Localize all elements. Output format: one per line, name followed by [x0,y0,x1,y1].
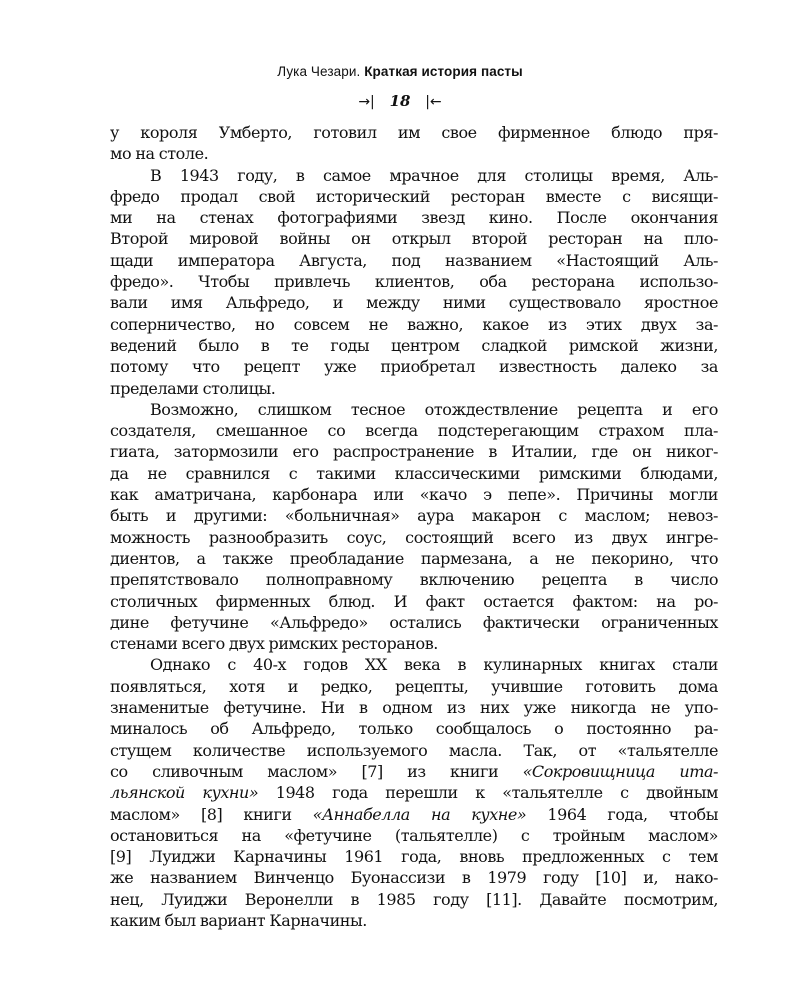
text-line: стенами всего двух римских ресторанов. [110,634,438,654]
right-arrow-bar-icon: →| [358,94,375,110]
text-line: быть и другими: «больничная» аура макарон с маслом; невоз- [110,506,718,526]
body-text [110,122,718,931]
text-line: пределами столицы. [110,378,276,398]
text-line: миналось об Альфредо, только сообщалось о постоянно ра- [110,719,718,739]
text-line: появляться, хотя и редко, рецепты, учившие готовить дома [110,676,718,696]
text-line: как аматричана, карбонара или «качо э пепе». Причины могли [110,485,718,505]
text-line: щади императора Августа, под названием «Настоящий Аль- [110,250,718,270]
text-line: гиата, затормозили его распространение в Италии, где он никог- [110,442,718,462]
text-line: диентов, а также преобладание пармезана, а не пекорино, что [110,548,718,568]
text-line: Второй мировой войны он открыл второй ресторан на пло- [110,229,718,249]
text-run: 1964 года, чтобы [526,804,718,824]
text-line: знаменитые фетучине. Ни в одном из них уже никогда не упо- [110,698,718,718]
text-line: ведений было в те годы центром сладкой римской жизни, [110,335,718,355]
text-line: создателя, смешанное со всегда подстерегающим страхом пла- [110,421,718,441]
text-line: дине фетучине «Альфредо» остались фактически ограниченных [110,612,718,632]
text-line: В 1943 году, в самое мрачное для столицы время, Аль- [150,165,718,185]
text-line: нец, Луиджи Веронелли в 1985 году [11]. Давайте посмотрим, [110,889,718,909]
text-run: со сливочным маслом» [7] из книги [110,761,523,781]
text-line: можность разнообразить соус, состоящий всего из двух ингре- [110,527,718,547]
text-line: мо на столе. [110,144,209,164]
text-line: препятствовало полноправному включению рецепта в число [110,570,718,590]
text-line: столичных фирменных блюд. И факт остается фактом: на ро- [110,591,718,611]
text-line [110,804,718,825]
text-line: фредо продал свой исторический ресторан вместе с висящи- [110,186,718,206]
text-line: да не сравнился с такими классическими римскими блюдами, [110,463,718,483]
text-line: стущем количестве используемого масла. Так, от «тальятелле [110,740,718,760]
book-title-italic: льянской кухни» [110,783,259,803]
text-line [110,761,718,782]
text-line: фредо». Чтобы привлечь клиентов, оба ресторана использо- [110,272,718,292]
text-line: соперничество, но совсем не важно, какое из этих двух за- [110,314,718,334]
text-line: же названием Винченцо Буонассизи в 1979 году [10] и, нако- [110,868,718,888]
text-line: Возможно, слишком тесное отождествление рецепта и его [150,399,718,419]
text-line: вали имя Альфредо, и между ними существовало яростное [110,293,718,313]
text-line: потому что рецепт уже приобретал известность далеко за [110,357,718,377]
text-line: у короля Умберто, готовил им свое фирменное блюдо пря- [110,123,718,142]
running-head [0,64,800,79]
text-line: [9] Луиджи Карначины 1961 года, вновь предложенных с тем [110,847,718,867]
text-line: остановиться на «фетучине (тальятелле) с тройным маслом» [110,825,718,845]
left-arrow-bar-icon: |← [425,94,442,110]
page-number: 18 [389,92,411,110]
text-line: каким был вариант Карначины. [110,910,367,930]
author-name: Лука Чезари. [277,64,361,79]
book-title: Краткая история пасты [364,64,523,79]
text-line: ми на стенах фотографиями звезд кино. После окончания [110,208,718,228]
text-line [110,782,718,803]
text-line: Однако с 40-х годов XX века в кулинарных книгах стали [150,655,718,675]
book-title-italic: «Сокровищница ита- [522,761,718,781]
page-number-marker [0,92,800,110]
text-run: маслом» [8] книги [110,804,313,824]
text-run: 1948 года перешли к «тальятелле с двойным [258,783,718,803]
book-title-italic: «Аннабелла на кухне» [312,804,527,824]
